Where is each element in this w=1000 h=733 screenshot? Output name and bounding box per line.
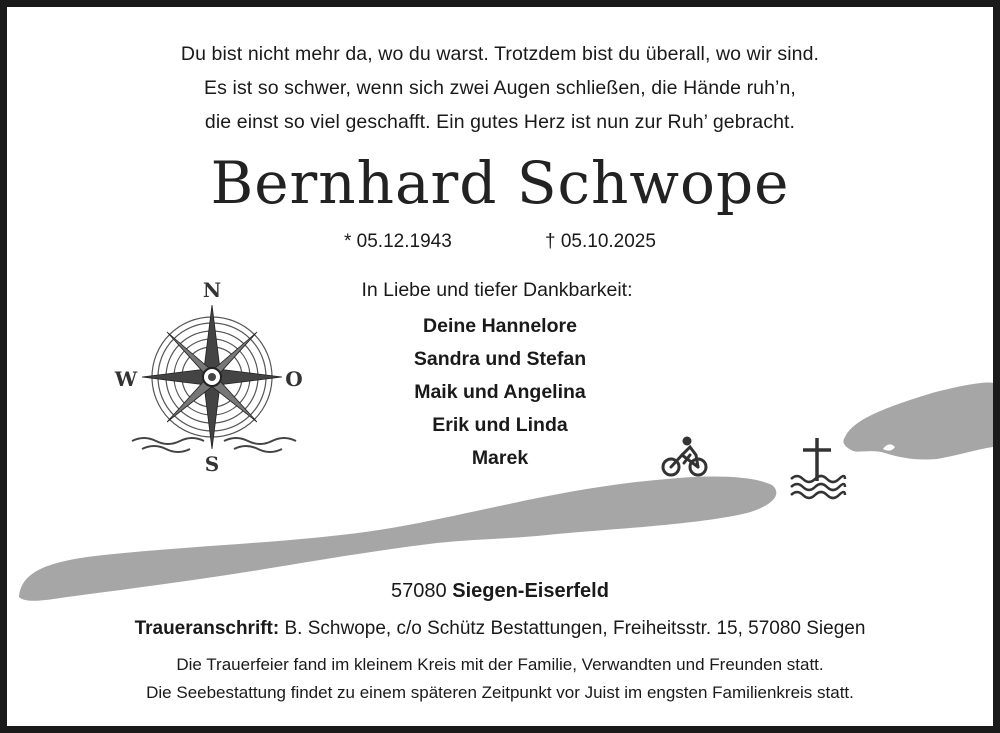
mourning-address bbox=[7, 618, 993, 640]
death-date: † 05.10.2025 bbox=[545, 231, 656, 252]
memorial-verse bbox=[7, 37, 993, 139]
birth-date: * 05.12.1943 bbox=[344, 231, 452, 252]
deceased-name: Bernhard Schwope bbox=[210, 149, 790, 217]
mourning-address-label: Traueranschrift: bbox=[134, 618, 280, 639]
cyclist-icon bbox=[660, 435, 710, 479]
sea-burial-note: Die Seebestattung findet zu einem späteren Zeitpunkt vor Juist im engsten Familienkreis statt. bbox=[146, 683, 854, 702]
verse-line-3: die einst so viel geschafft. Ein gutes Herz ist nun zur Ruh’ gebracht. bbox=[204, 111, 796, 133]
mourners-intro-text: In Liebe und tiefer Dankbarkeit: bbox=[361, 279, 633, 301]
funeral-note: Die Trauerfeier fand im kleinem Kreis mit der Familie, Verwandten und Freunden statt. bbox=[176, 655, 824, 674]
compass-east-label: O bbox=[285, 367, 303, 391]
mourning-address-text: B. Schwope, c/o Schütz Bestattungen, Freiheitsstr. 15, 57080 Siegen bbox=[284, 618, 866, 639]
mourner-name: Marek bbox=[471, 447, 529, 469]
location-zip: 57080 bbox=[391, 580, 447, 602]
location-line bbox=[7, 580, 993, 603]
mourner-name: Maik und Angelina bbox=[414, 381, 586, 403]
compass-north-label: N bbox=[202, 278, 222, 302]
verse-line-2: Es ist so schwer, wenn sich zwei Augen schließen, die Hände ruh’n, bbox=[204, 77, 796, 99]
compass-south-label: S bbox=[204, 452, 220, 476]
island-east-shape bbox=[843, 382, 993, 459]
compass-west-label: W bbox=[114, 367, 138, 391]
mourner-name: Erik und Linda bbox=[432, 414, 568, 436]
verse-line-1: Du bist nicht mehr da, wo du warst. Trotzdem bist du überall, wo wir sind. bbox=[180, 43, 820, 65]
mourner-name: Deine Hannelore bbox=[423, 315, 577, 337]
location-place: Siegen-Eiserfeld bbox=[452, 580, 609, 602]
mourner-name: Sandra und Stefan bbox=[413, 348, 587, 370]
cross-waves-icon bbox=[787, 435, 847, 501]
